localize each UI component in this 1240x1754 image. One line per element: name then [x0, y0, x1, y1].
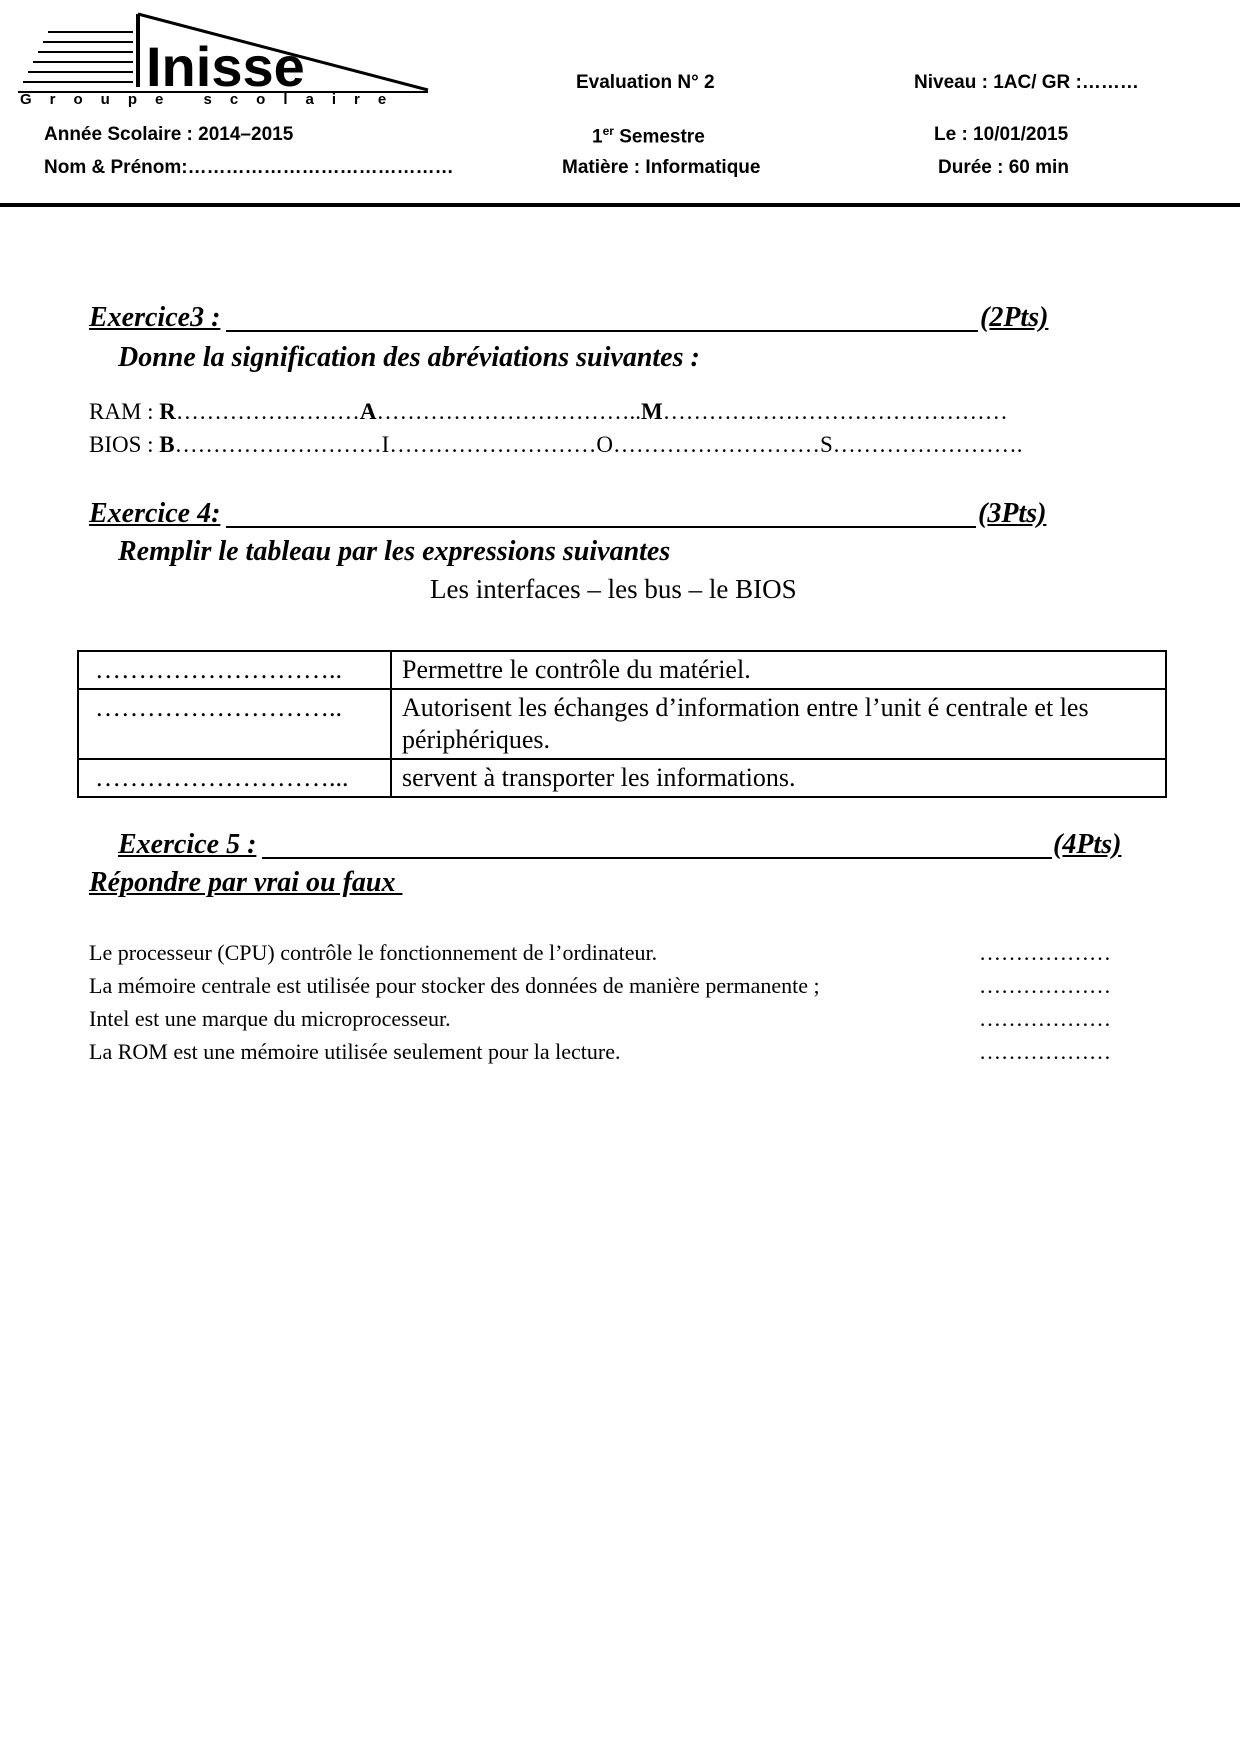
- exercise3-underline: [226, 330, 978, 332]
- exercise4-instruction: Remplir le tableau par les expressions suivantes: [118, 536, 671, 567]
- exercise4-title: Exercice 4:: [89, 498, 221, 529]
- statement-text: La ROM est une mémoire utilisée seulement pour la lecture.: [89, 1039, 621, 1064]
- exam-date: Le : 10/01/2015: [934, 124, 1069, 145]
- exercise4-underline: [226, 526, 976, 528]
- answer-blank: ………………………..: [78, 651, 391, 689]
- table-row: [78, 651, 1166, 689]
- exercise4-points: (3Pts): [978, 498, 1047, 529]
- school-logo: [18, 12, 438, 107]
- definition-cell: servent à transporter les informations.: [391, 759, 1166, 797]
- duration: Durée : 60 min: [938, 157, 1069, 178]
- subject: Matière : Informatique: [562, 157, 761, 178]
- logo-subtitle: Groupe scolaire: [20, 91, 405, 107]
- answer-blank: ………………: [979, 940, 1111, 965]
- statement-text: Intel est une marque du microprocesseur.: [89, 1006, 451, 1031]
- header-divider: [0, 203, 1240, 207]
- niveau-field: Niveau : 1AC/ GR :………: [914, 72, 1139, 93]
- exercise5-points: (4Pts): [1053, 829, 1122, 860]
- exercise3-title: Exercice3 :: [89, 302, 221, 333]
- student-name-field: Nom & Prénom:……………………………………: [44, 157, 454, 178]
- exercise5-title: Exercice 5 :: [118, 829, 257, 860]
- table-row: [78, 759, 1166, 797]
- exercise4-expressions: Les interfaces – les bus – le BIOS: [430, 574, 797, 604]
- definition-cell: Permettre le contrôle du matériel.: [391, 651, 1166, 689]
- bios-line: BIOS : B………………………I………………………O………………………S…………………….: [89, 432, 1023, 457]
- logo-wordmark: Inisse: [146, 35, 305, 98]
- table-row: [78, 689, 1166, 759]
- semester: 1er Semestre: [592, 124, 705, 148]
- evaluation-number: Evaluation N° 2: [576, 72, 715, 93]
- exercise3-instruction: Donne la signification des abréviations suivantes :: [118, 342, 700, 373]
- school-year: Année Scolaire : 2014–2015: [44, 124, 294, 145]
- exercise4-table: [77, 650, 1167, 798]
- answer-blank: ………………: [979, 1039, 1111, 1064]
- answer-blank: ………………………..: [78, 689, 391, 759]
- statement-text: La mémoire centrale est utilisée pour stocker des données de manière permanente ;: [89, 973, 820, 998]
- exercise3-points: (2Pts): [980, 302, 1049, 333]
- definition-cell: Autorisent les échanges d’information entre l’unit é centrale et les périphériques.: [391, 689, 1166, 759]
- statement-text: Le processeur (CPU) contrôle le fonctionnement de l’ordinateur.: [89, 940, 658, 965]
- exercise5-instruction: Répondre par vrai ou faux: [89, 867, 403, 898]
- answer-blank: ………………………...: [78, 759, 391, 797]
- exercise5-underline: [262, 857, 1052, 859]
- ram-line: RAM : R……………………A……………………………..M………………………………………: [89, 399, 1008, 424]
- answer-blank: ………………: [979, 1006, 1111, 1031]
- answer-blank: ………………: [979, 973, 1111, 998]
